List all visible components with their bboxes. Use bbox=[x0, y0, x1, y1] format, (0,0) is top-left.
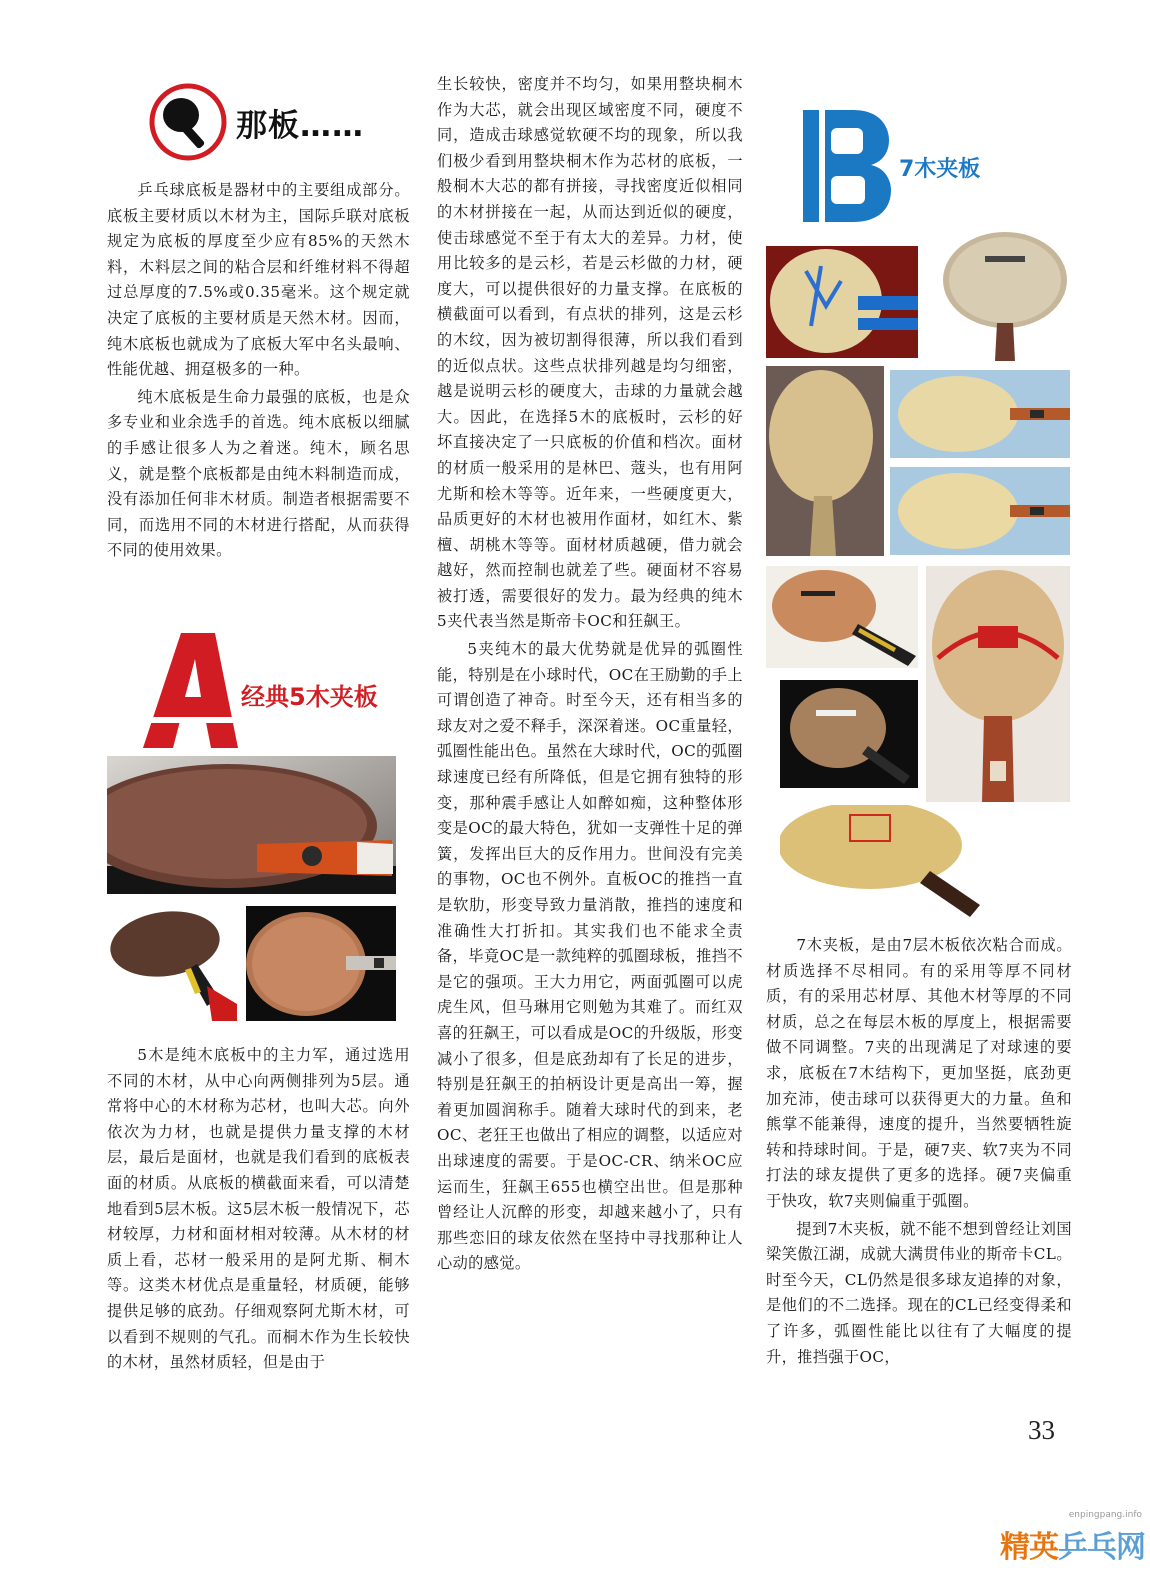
paragraph: 提到7木夹板，就不能不想到曾经让刘国梁笑傲江湖，成就大满贯伟业的斯帝卡CL。时至今天，CL仍然是很多球友追捧的对象，是他们的不二选择。现在的CL已经变得柔和了许多，弧圈性能比以往有了大幅度的提升，推挡强于OC， bbox=[766, 1219, 1072, 1366]
paddle-photo-4 bbox=[766, 246, 918, 358]
section-a-heading bbox=[143, 633, 403, 748]
section-b-title: 7木夹板 bbox=[899, 157, 981, 182]
watermark-brand bbox=[1000, 1522, 1148, 1566]
article-title bbox=[148, 82, 364, 162]
paragraph: 5夹纯木的最大优势就是优异的弧圈性能，特别是在小球时代，OC在王励勤的手上可谓创造了神奇。时至今天，还有相当多的球友对之爱不释手，深深着迷。OC重量轻，弧圈性能出色。虽然在大球时代，OC的弧圈球速度已经有所降低，但是它拥有独特的形变，那种震手感让人如醉如痴，这种整体形变是OC的最大特色，犹如一支弹性十足的弹簧，发挥出巨大的反作用力。世间没有完美的事物，OC也不例外。直板OC的推挡一直是软肋，形变导致力量消散，推挡的速度和准确性大打折扣。其实我们也不能求全责备，毕竟OC是一款纯粹的弧圈球板，推挡不是它的强项。王大力用它，两面弧圈可以虎虎生风，但马琳用它则勉为其难了。而红双喜的狂飙王，可以看成是OC的升级版，形变减小了很多，但是底劲却有了长足的进步，特别是狂飙王的拍柄设计更是高出一筹，握着更加圆润称手。随着大球时代的到来，老OC、老狂王也做出了相应的调整，以适应对出球速度的需要。于是OC-CR、纳米OC应运而生，狂飙王655也横空出世。但是那种曾经让人沉醉的形变，却越来越小了，只有那些恋旧的球友依然在坚持中寻找那种让人心动的感觉。 bbox=[437, 640, 743, 1273]
paddle-photo-1 bbox=[107, 756, 396, 894]
column-1-bottom bbox=[107, 1043, 410, 1376]
paddle-photo-2 bbox=[107, 906, 237, 1021]
section-a-title: 经典5木夹板 bbox=[241, 683, 378, 711]
paddle-photo-11 bbox=[780, 680, 918, 788]
paragraph: 乒乓球底板是器材中的主要组成部分。底板主要材质以木材为主，国际乒联对底板规定为底板的厚度至少应有85%的天然木料，木料层之间的粘合层和纤维材料不得超过总厚度的7.5%或0.35毫米。这个规定就决定了底板的主要材质是天然木材。因而，纯木底板也就成为了底板大军中名头最响、性能优越、拥趸极多的一种。 bbox=[107, 181, 410, 379]
watermark-brand-part-1: 精英 bbox=[1000, 1530, 1058, 1565]
section-a-letter-graphic bbox=[143, 633, 238, 748]
paragraph: 生长较快，密度并不均匀，如果用整块桐木作为大芯，就会出现区域密度不同，硬度不同，造成击球感觉软硬不均的现象，所以我们极少看到用整块桐木作为芯材的底板，一般桐木大芯的都有拼接，寻找密度近似相同的木材拼接在一起，从而达到近似的硬度，使击球感觉不至于有太大的差异。力材，使用比较多的是云杉，若是云杉做的力材，硬度大，可以提供很好的力量支撑。在底板的横截面可以看到，有点状的排列，这是云杉的木纹，因为被切割得很薄，所以我们看到的近似点状。这些点状排列越是均匀细密，越是说明云杉的硬度大，击球的力量就会越大。因此，在选择5木的底板时，云杉的好坏直接决定了一只底板的价值和档次。面材的材质一般采用的是林巴、蔻头，也有用阿尤斯和桧木等等。近年来，一些硬度更大，品质更好的木材也被用作面材，如红木、紫檀、胡桃木等等。面材材质越硬，借力就会越好，然而控制也就差了些。硬面材不容易被打透，需要很好的发力。最为经典的纯木5夹代表当然是斯帝卡OC和狂飙王。 bbox=[437, 75, 743, 631]
paddle-photo-5 bbox=[925, 228, 1073, 361]
paddle-photo-3 bbox=[246, 906, 396, 1021]
paragraph: 5木是纯木底板中的主力军，通过选用不同的木材，从中心向两侧排列为5层。通常将中心的木材称为芯材，也叫大芯。向外依次为力材，也就是提供力量支撑的木材层，最后是面材，也就是我们看到的底板表面的材质。从底板的横截面来看，可以清楚地看到5层木板。这5层木板一般情况下，芯材较厚，力材和面材相对较薄。从木材的材质上看，芯材一般采用的是阿尤斯、桐木等。这类木材优点是重量轻，材质硬，能够提供足够的底劲。仔细观察阿尤斯木材，可以看到不规则的气孔。而桐木作为生长较快的木材，虽然材质轻，但是由于 bbox=[107, 1046, 410, 1372]
paddle-photo-7 bbox=[890, 370, 1070, 458]
watermark-url: enpingpang.info bbox=[1068, 1510, 1142, 1520]
watermark bbox=[1000, 1510, 1148, 1566]
ping-pong-paddle-icon bbox=[148, 82, 228, 162]
column-1-top bbox=[107, 178, 410, 564]
watermark-brand-part-2: 乒乓网 bbox=[1058, 1530, 1145, 1565]
paragraph: 纯木底板是生命力最强的底板，也是众多专业和业余选手的首选。纯木底板以细腻的手感让很多人为之着迷。纯木，顾名思义，就是整个底板都是由纯木料制造而成，没有添加任何非木材质。制造者根据需要不同，而选用不同的木材进行搭配，从而获得不同的使用效果。 bbox=[107, 387, 410, 560]
column-2 bbox=[437, 72, 743, 1277]
paddle-photo-9 bbox=[766, 566, 918, 668]
paddle-photo-6 bbox=[766, 366, 884, 556]
paragraph: 7木夹板，是由7层木板依次粘合而成。材质选择不尽相同。有的采用等厚不同材质，有的采用芯材厚、其他木材等厚的不同材质，总之在每层木板的厚度上，根据需要做不同调整。7夹的出现满足了对球速的要求，底板在7木结构下，更加坚挺，底劲更加充沛，使击球可以获得更大的力量。鱼和熊掌不能兼得，速度的提升，当然要牺牲旋转和持球时间。于是，硬7夹、软7夹为不同打法的球友提供了更多的选择。硬7夹偏重于快攻，软7夹则偏重于弧圈。 bbox=[766, 936, 1072, 1210]
paddle-photo-12 bbox=[780, 805, 1000, 921]
paddle-photo-10 bbox=[926, 566, 1070, 802]
article-title-text: 那板…… bbox=[236, 107, 364, 144]
section-b-letter-graphic bbox=[803, 110, 891, 222]
column-3 bbox=[766, 933, 1072, 1370]
page-number: 33 bbox=[1028, 1415, 1055, 1445]
section-b-heading bbox=[803, 110, 1023, 225]
paddle-photo-8 bbox=[890, 467, 1070, 555]
